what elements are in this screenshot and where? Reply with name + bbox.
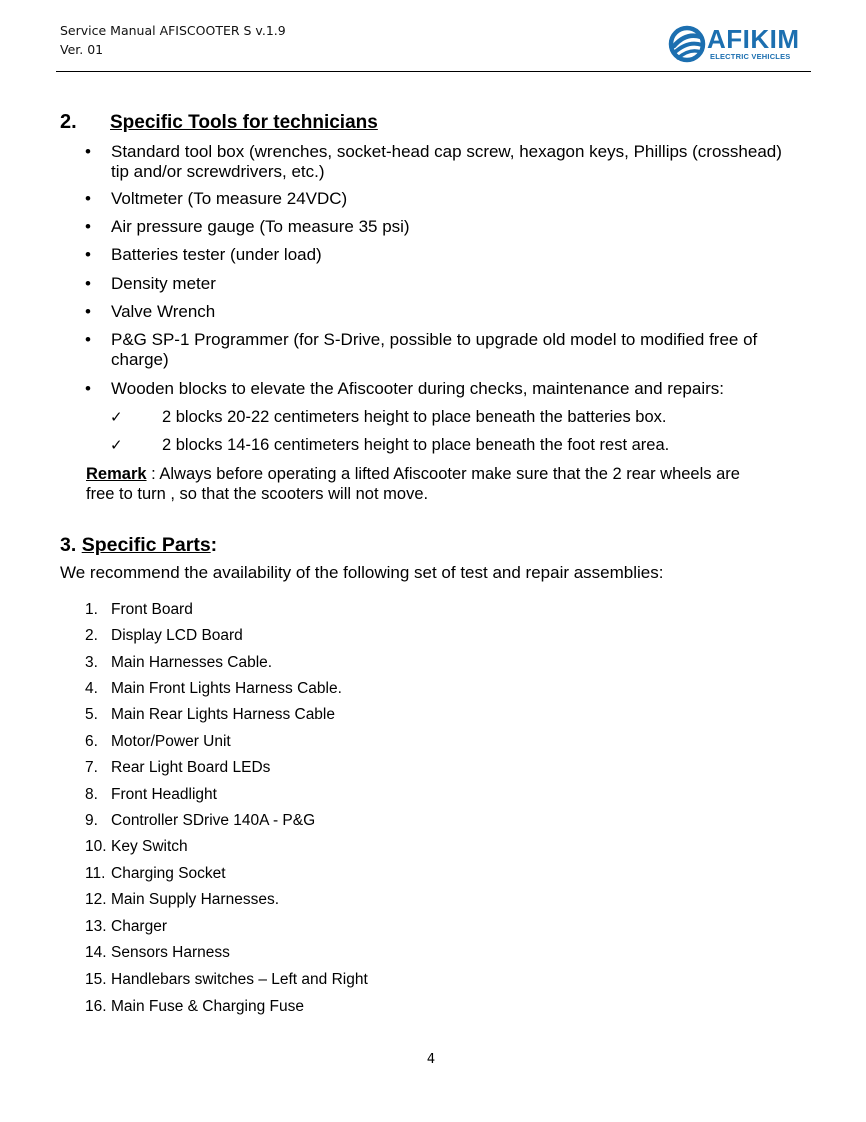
tool-item-text: Valve Wrench [111,302,216,321]
bullet-icon: • [85,330,91,349]
logo-wordmark: AFIKIM [707,24,800,54]
tool-item-text: Voltmeter (To measure 24VDC) [111,189,348,208]
item-number: 6. [85,733,98,750]
checkmark-icon: ✓ [110,436,123,454]
remark-label: Remark [86,465,147,483]
tool-item-text: Air pressure gauge (To measure 35 psi) [111,217,410,236]
item-label: Motor/Power Unit [111,733,231,750]
logo-tagline: ELECTRIC VEHICLES [710,52,791,61]
item-number: 14. [85,944,107,961]
item-number: 7. [85,759,98,776]
bullet-icon: • [85,379,91,398]
tool-item-text: Wooden blocks to elevate the Afiscooter during checks, maintenance and repairs: [111,379,724,398]
manual-title: Service Manual AFISCOOTER S v.1.9 [60,23,286,38]
bullet-icon: • [85,274,91,293]
item-label: Handlebars switches – Left and Right [111,971,368,988]
item-label: Main Rear Lights Harness Cable [111,706,335,723]
bullet-icon: • [85,189,91,208]
bullet-icon: • [85,217,91,236]
item-number: 1. [85,601,98,618]
item-number: 3. [85,654,98,671]
item-number: 9. [85,812,98,829]
item-number: 2. [85,627,98,644]
item-label: Main Front Lights Harness Cable. [111,680,342,697]
checkmark-icon: ✓ [110,408,123,426]
sub-item-text: 2 blocks 14-16 centimeters height to place beneath the foot rest area. [162,436,670,454]
item-number: 13. [85,918,107,935]
item-number: 11. [85,865,106,882]
section-3-heading [60,533,217,557]
item-label: Sensors Harness [111,944,230,961]
item-label: Display LCD Board [111,627,243,644]
section-3-colon: : [210,534,218,556]
section-3-intro: We recommend the availability of the following set of test and repair assemblies: [60,563,664,582]
section-2-title: Specific Tools for technicians [110,112,378,133]
remark-text: : Always before operating a lifted Afiscooter make sure that the 2 rear wheels are free to turn , so that the scooters will not move. [86,465,740,503]
section-2-number: 2. [60,111,77,133]
item-label: Charger [111,918,167,935]
item-number: 15. [85,971,107,988]
section-3-title: Specific Parts [81,534,211,556]
item-number: 5. [85,706,98,723]
item-label: Main Supply Harnesses. [111,891,279,908]
item-label: Key Switch [111,838,188,855]
item-number: 16. [85,998,107,1015]
sub-item-text: 2 blocks 20-22 centimeters height to place beneath the batteries box. [162,408,667,426]
version-label: Ver. 01 [60,42,104,57]
item-number: 10. [85,838,107,855]
bullet-icon: • [85,302,91,321]
section-3-number: 3. [60,534,77,556]
item-label: Rear Light Board LEDs [111,759,271,776]
remark-paragraph [86,464,766,504]
afikim-swirl-icon [668,24,706,64]
item-number: 12. [85,891,107,908]
afikim-logo [668,24,808,64]
bullet-icon: • [85,142,91,161]
item-label: Front Board [111,601,193,618]
header-divider [56,71,811,72]
item-label: Main Fuse & Charging Fuse [111,998,304,1015]
item-label: Front Headlight [111,786,217,803]
item-label: Main Harnesses Cable. [111,654,273,671]
item-number: 4. [85,680,98,697]
tool-item-text: Batteries tester (under load) [111,245,322,264]
document-header [60,21,286,59]
tool-item-text: P&G SP-1 Programmer (for S-Drive, possible to upgrade old model to modified free of charge) [111,330,758,369]
item-number: 8. [85,786,98,803]
item-label: Charging Socket [111,865,226,882]
page-number: 4 [426,1052,436,1067]
item-label: Controller SDrive 140A - P&G [111,812,316,829]
bullet-icon: • [85,245,91,264]
tool-item-text: Density meter [111,274,216,293]
tool-item-text: Standard tool box (wrenches, socket-head cap screw, hexagon keys, Phillips (crosshead) tip and/or screwdrivers, etc.) [111,142,782,181]
